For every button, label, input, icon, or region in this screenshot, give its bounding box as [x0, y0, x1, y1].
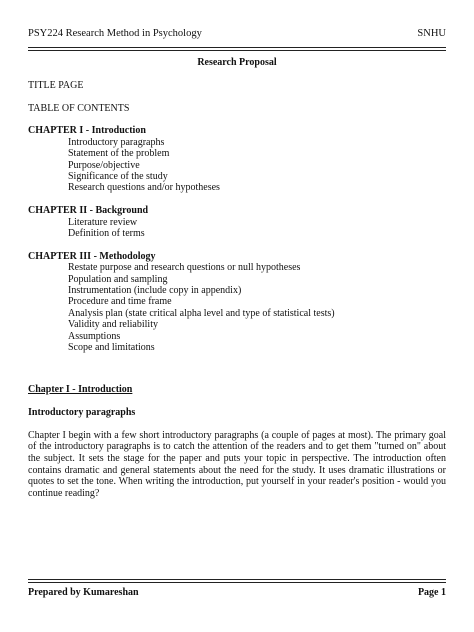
toc-item: Literature review: [68, 216, 138, 228]
footer-author: Prepared by Kumareshan: [28, 587, 139, 598]
toc-item: Population and sampling: [68, 273, 168, 285]
section-heading: Chapter I - Introduction: [28, 384, 133, 396]
toc-item: Definition of terms: [68, 228, 145, 240]
toc-item: Restate purpose and research questions or null hypotheses: [68, 262, 301, 274]
footer-divider: [28, 579, 446, 580]
footer-divider-thin: [28, 582, 446, 583]
toc-chapter-3: [28, 251, 446, 354]
toc-item: Assumptions: [68, 330, 121, 342]
toc-item: Scope and limitations: [68, 342, 155, 354]
toc-item: Procedure and time frame: [68, 296, 172, 308]
toc-item: Introductory paragraphs: [68, 136, 165, 148]
toc-item: Analysis plan (state critical alpha level and type of statistical tests): [68, 307, 335, 319]
header-divider: [28, 47, 446, 48]
toc-chapter-1: [28, 125, 446, 193]
table-of-contents-label: TABLE OF CONTENTS: [28, 102, 130, 114]
body-paragraph: Chapter I begin with a few short introductory paragraphs (a couple of pages at most). The primary goal of the introductory paragraphs is to catch the attention of the readers and to get them "turned on" about the subject. It sets the stage for the paper and puts your topic in perspective. The introduction often contains dramatic and general statements about the need for the study. It uses dramatic illustrations or quotes to set the tone. When writing the introduction, put yourself in your reader's position - would you continue reading?: [28, 429, 446, 499]
toc-item: Statement of the problem: [68, 148, 170, 160]
toc-item: Significance of the study: [68, 171, 168, 183]
header-course-title: PSY224 Research Method in Psychology: [28, 28, 202, 39]
document-title: Research Proposal: [197, 57, 277, 68]
chapter-heading: CHAPTER II - Background: [28, 205, 149, 217]
title-page-label: TITLE PAGE: [28, 79, 84, 91]
chapter-heading: CHAPTER III - Methodology: [28, 250, 156, 262]
document-body: [28, 56, 446, 499]
toc-item: Research questions and/or hypotheses: [68, 182, 220, 194]
subsection-heading: Introductory paragraphs: [28, 407, 136, 419]
page-header: [28, 28, 446, 48]
toc-item: Validity and reliability: [68, 319, 158, 331]
toc-item: Purpose/objective: [68, 159, 140, 171]
toc-item: Instrumentation (include copy in appendix): [68, 285, 242, 297]
footer-page-number: Page 1: [417, 587, 446, 598]
header-divider-thin: [28, 50, 446, 51]
header-institution: SNHU: [417, 28, 446, 39]
chapter-heading: CHAPTER I - Introduction: [28, 125, 146, 137]
toc-chapter-2: [28, 205, 446, 239]
page-footer: [28, 587, 446, 598]
